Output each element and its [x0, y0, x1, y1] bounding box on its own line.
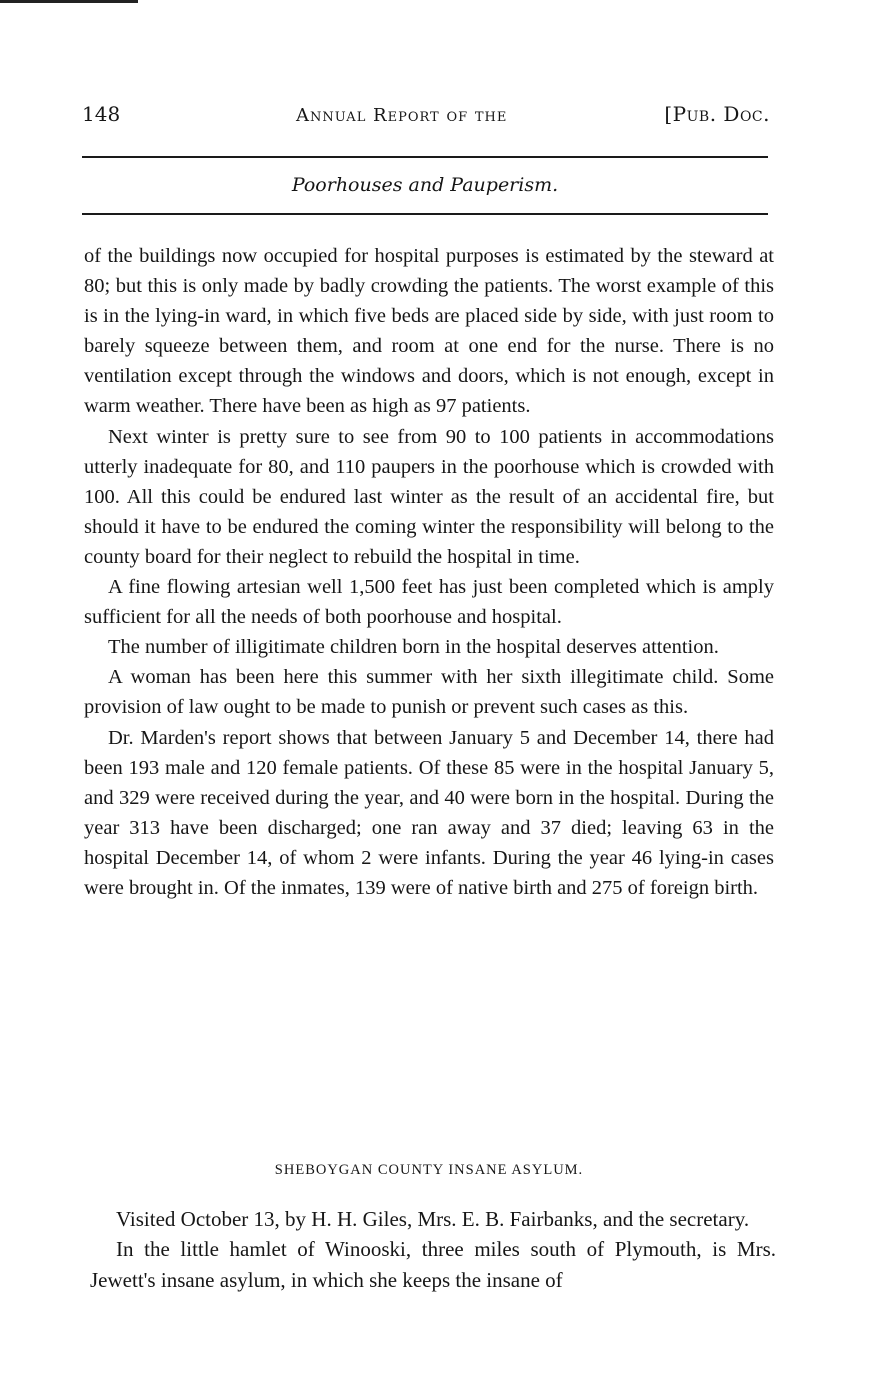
page-number: 148	[82, 102, 121, 126]
document-label: [Pub. Doc.	[664, 102, 770, 126]
page-header	[82, 98, 770, 138]
running-title: Annual Report of the	[296, 105, 508, 126]
paragraph: of the buildings now occupied for hospital purposes is estimated by the steward at 80; but this is only made by badly crowding the patients. The worst example of this is in the lying-in ward, in which five beds are placed side by side, with just room to barely squeeze between them, and room at one end for the nurse. There is no ventilation except through the windows and doors, which is not enough, except in warm weather. There have been as high as 97 patients.	[84, 245, 774, 418]
subheading: SHEBOYGAN COUNTY INSANE ASYLUM.	[274, 1162, 584, 1178]
paragraph: Next winter is pretty sure to see from 90 to 100 patients in accommodations utterly inadequate for 80, and 110 paupers in the poorhouse which is crowded with 100. All this could be endured last winter as the result of an accidental fire, but should it have to be endured the coming winter the responsibility will belong to the county board for their neglect to rebuild the hospital in time.	[84, 425, 774, 568]
paragraph: Visited October 13, by H. H. Giles, Mrs. E. B. Fairbanks, and the secretary.	[116, 1207, 750, 1231]
section-title: Poorhouses and Pauperism.	[291, 174, 559, 196]
body-text	[84, 241, 774, 903]
paragraph: A fine flowing artesian well 1,500 feet has just been completed which is amply sufficient for all the needs of both poorhouse and hospital.	[84, 576, 774, 629]
header-rule-top	[82, 156, 768, 158]
tail-text	[90, 1204, 776, 1295]
paragraph: Dr. Marden's report shows that between January 5 and December 14, there had been 193 male and 120 female patients. Of these 85 were in the hospital January 5, and 329 were received during the year, and 40 were born in the hospital. During the year 313 have been discharged; one ran away and 37 died; leaving 63 in the hospital December 14, of whom 2 were infants. During the year 46 lying-in cases were brought in. Of the inmates, 139 were of native birth and 275 of foreign birth.	[84, 726, 774, 899]
header-rule-bottom	[82, 213, 768, 215]
paragraph: A woman has been here this summer with her sixth illegitimate child. Some provision of law ought to be made to punish or prevent such cases as this.	[84, 666, 774, 719]
paragraph: In the little hamlet of Winooski, three miles south of Plymouth, is Mrs. Jewett's insane asylum, in which she keeps the insane of	[90, 1237, 776, 1292]
paragraph: The number of illigitimate children born in the hospital deserves attention.	[108, 636, 719, 659]
scan-edge-mark	[0, 0, 138, 3]
